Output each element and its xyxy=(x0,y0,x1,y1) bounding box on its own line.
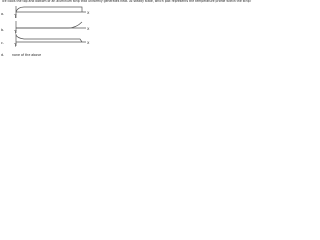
option-a-x-label: x xyxy=(87,10,90,15)
option-b-letter[interactable]: b. xyxy=(1,28,5,32)
option-a-curve xyxy=(16,7,82,12)
question-text: Ice cools the top and bottom of an aluminum strip that uniformly generates heat. At steady state, which plot represents the temperature profile within the strip? xyxy=(2,0,252,3)
option-c-x-label: x xyxy=(87,40,90,45)
option-a-letter[interactable]: a. xyxy=(1,12,5,16)
option-b-graph[interactable] xyxy=(10,20,92,34)
option-c-graph[interactable] xyxy=(10,33,92,47)
option-d-text[interactable]: none of the above xyxy=(12,53,42,57)
option-b-x-label: x xyxy=(87,26,90,31)
option-d-letter[interactable]: d. xyxy=(1,53,5,57)
option-a-y-label: T xyxy=(14,14,17,19)
option-c-curve xyxy=(16,35,82,42)
option-b-y-label: T xyxy=(14,30,17,35)
option-c-letter[interactable]: c. xyxy=(1,41,4,45)
option-b-curve xyxy=(16,22,82,28)
option-a-graph[interactable] xyxy=(10,5,92,19)
option-c-y-label: T xyxy=(14,43,17,48)
